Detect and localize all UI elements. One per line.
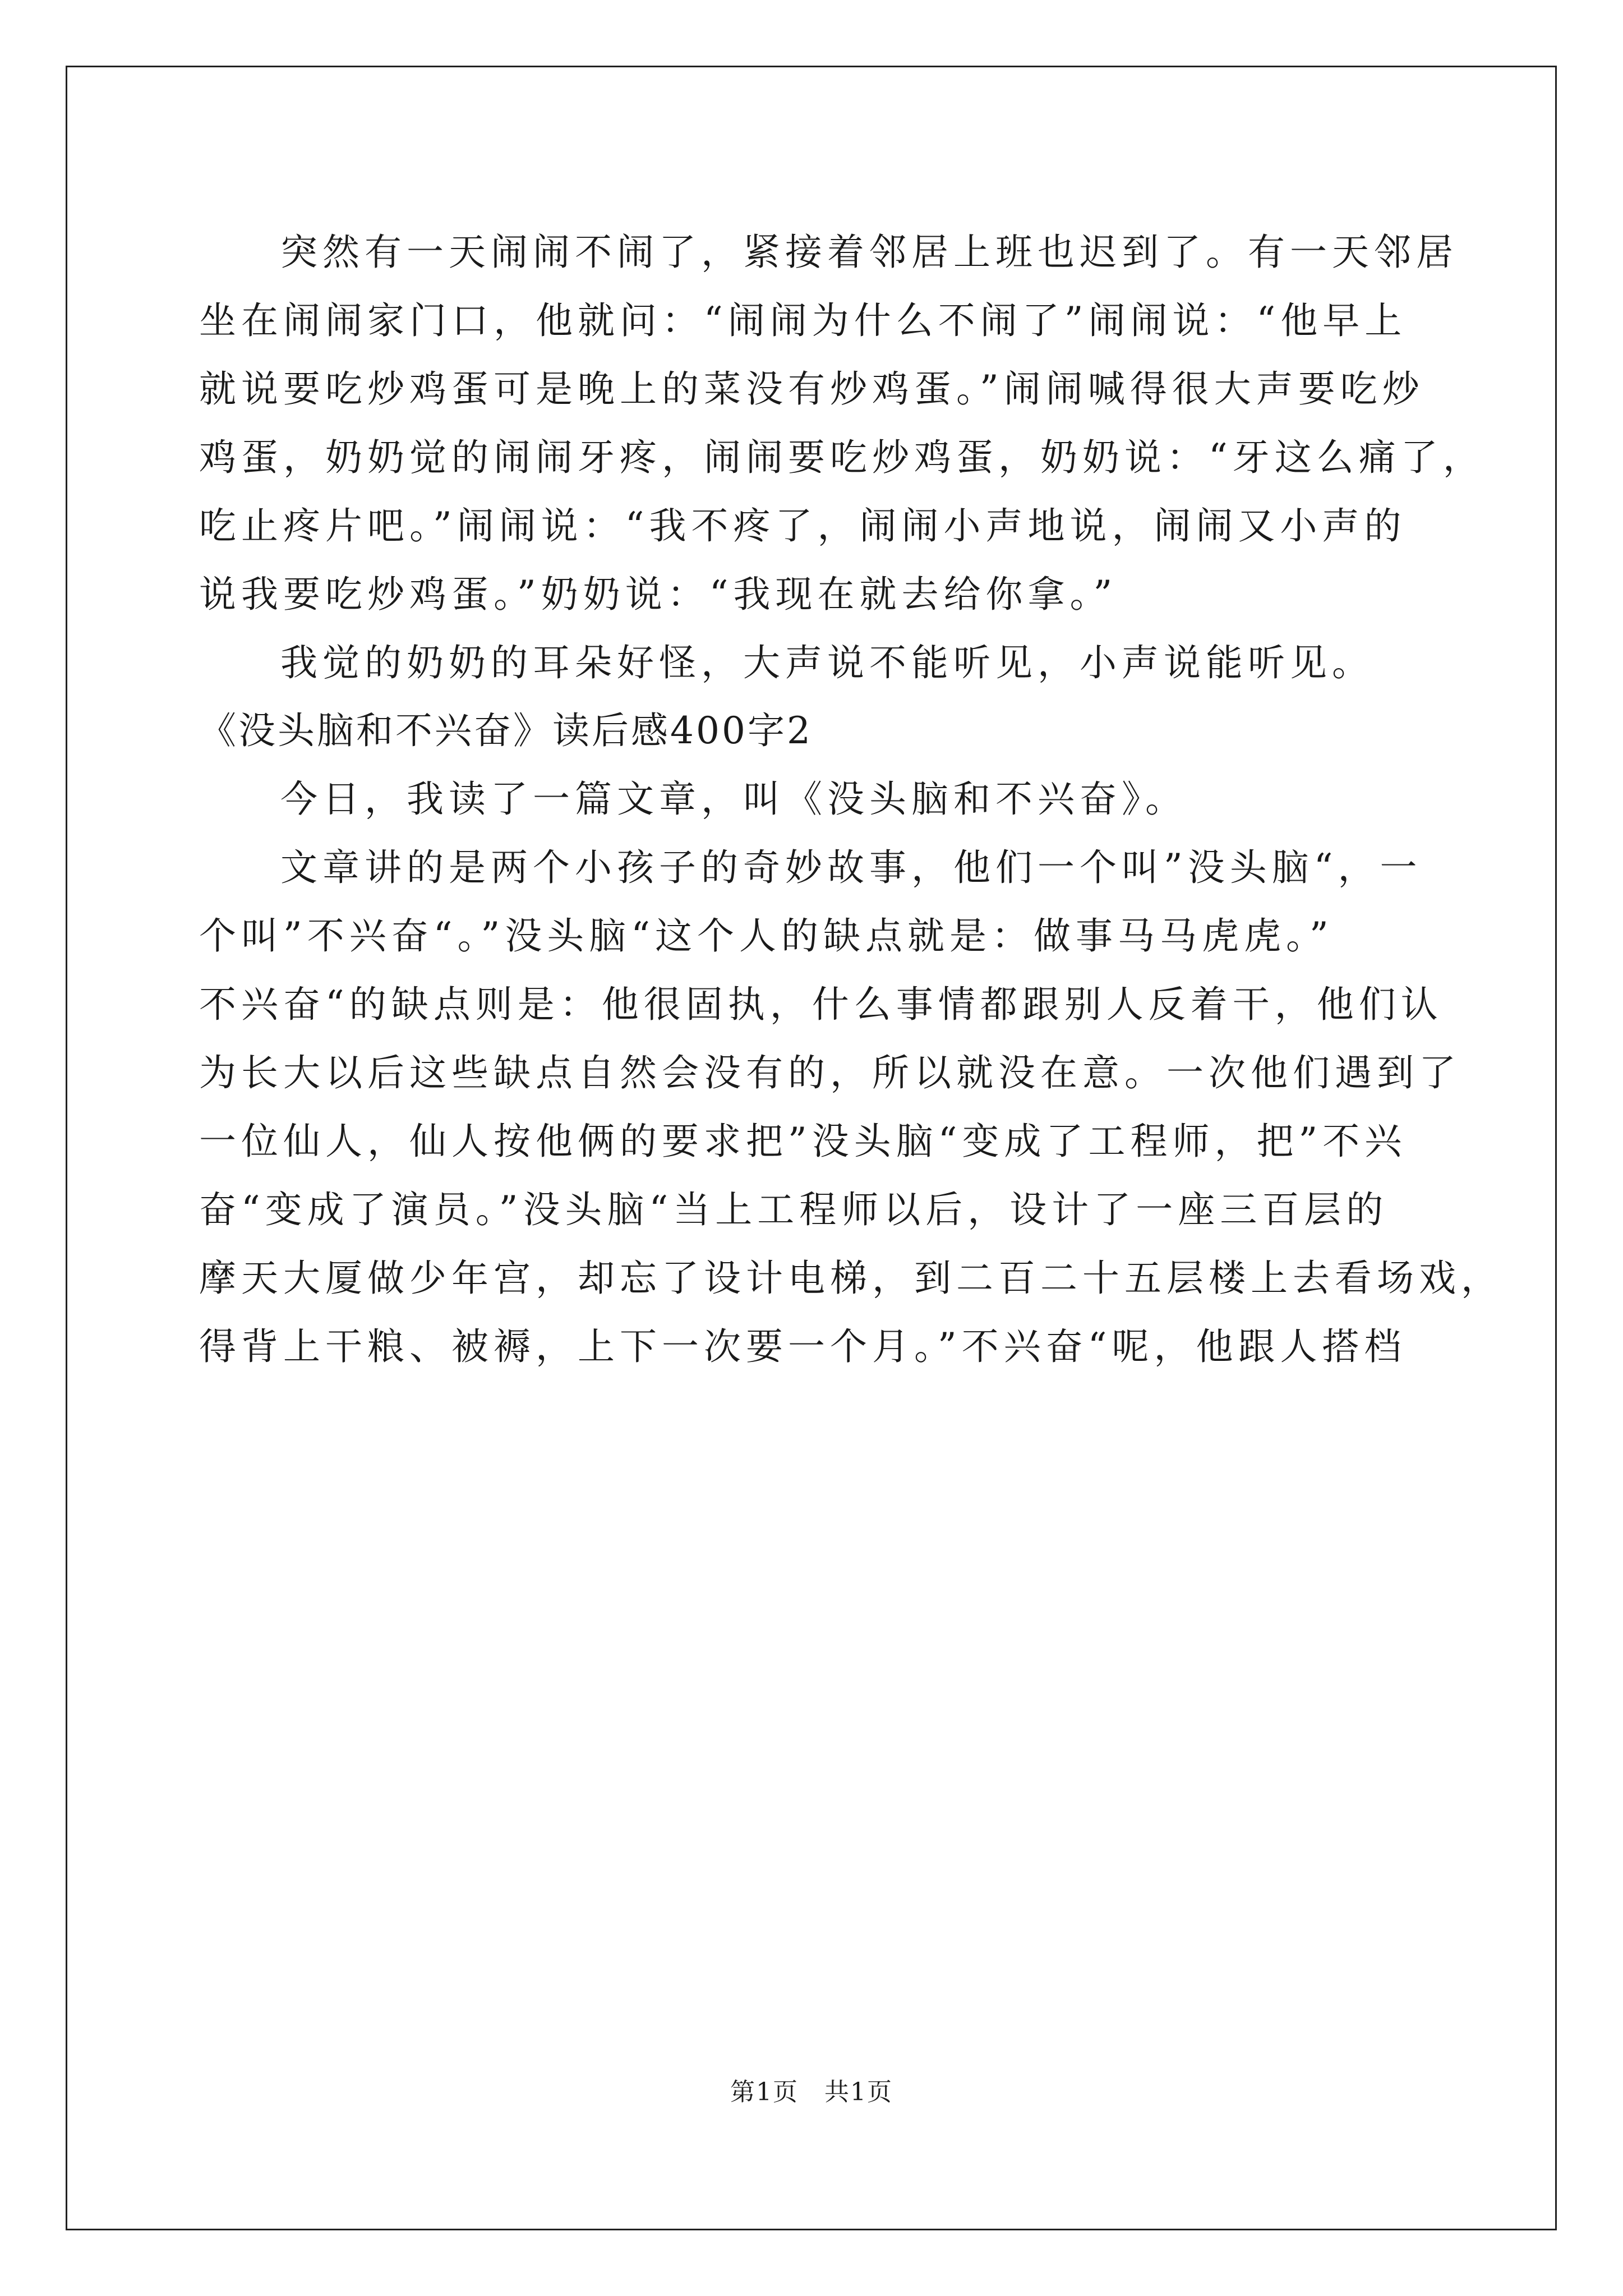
paragraph-line: 就说要吃炒鸡蛋可是晚上的菜没有炒鸡蛋。”闹闹喊得很大声要吃炒 — [199, 367, 1424, 411]
paragraph-line: 得背上干粮、被褥，上下一次要一个月。”不兴奋“呢，他跟人搭档 — [199, 1325, 1407, 1368]
paragraph-line: 奋“变成了演员。”没头脑“当上工程师以后，设计了一座三百层的 — [199, 1188, 1389, 1231]
paragraph-line: 今日，我读了一篇文章，叫《没头脑和不兴奋》。 — [280, 777, 1187, 821]
paragraph-line: 为长大以后这些缺点自然会没有的，所以就没在意。一次他们遇到了 — [199, 1051, 1461, 1094]
paragraph-line: 坐在闹闹家门口，他就问：“闹闹为什么不闹了”闹闹说：“他早上 — [199, 299, 1407, 342]
paragraph-line: 鸡蛋，奶奶觉的闹闹牙疼，闹闹要吃炒鸡蛋，奶奶说：“牙这么痛了， — [199, 436, 1485, 479]
paragraph-line: 文章讲的是两个小孩子的奇妙故事，他们一个叫”没头脑“，一 — [280, 846, 1422, 889]
paragraph-line: 一位仙人，仙人按他俩的要求把”没头脑“变成了工程师，把”不兴 — [199, 1120, 1407, 1163]
paragraph-line: 个叫”不兴奋“。”没头脑“这个人的缺点就是：做事马马虎虎。” — [199, 914, 1334, 958]
paragraph-line: 突然有一天闹闹不闹了，紧接着邻居上班也迟到了。有一天邻居 — [280, 231, 1458, 274]
paragraph-line: 我觉的奶奶的耳朵好怪，大声说不能听见，小声说能听见。 — [280, 641, 1374, 684]
paragraph-line: 吃止疼片吧。”闹闹说：“我不疼了，闹闹小声地说，闹闹又小声的 — [199, 504, 1407, 547]
section-heading: 《没头脑和不兴奋》读后感400字2 — [199, 709, 813, 752]
paragraph-line: 不兴奋“的缺点则是：他很固执，什么事情都跟别人反着干，他们认 — [199, 983, 1443, 1026]
paragraph-line: 摩天大厦做少年宫，却忘了设计电梯，到二百二十五层楼上去看场戏， — [199, 1257, 1503, 1300]
paragraph-line: 说我要吃炒鸡蛋。”奶奶说：“我现在就去给你拿。” — [199, 573, 1118, 616]
page-number-footer: 第1页 共1页 — [730, 2078, 893, 2106]
